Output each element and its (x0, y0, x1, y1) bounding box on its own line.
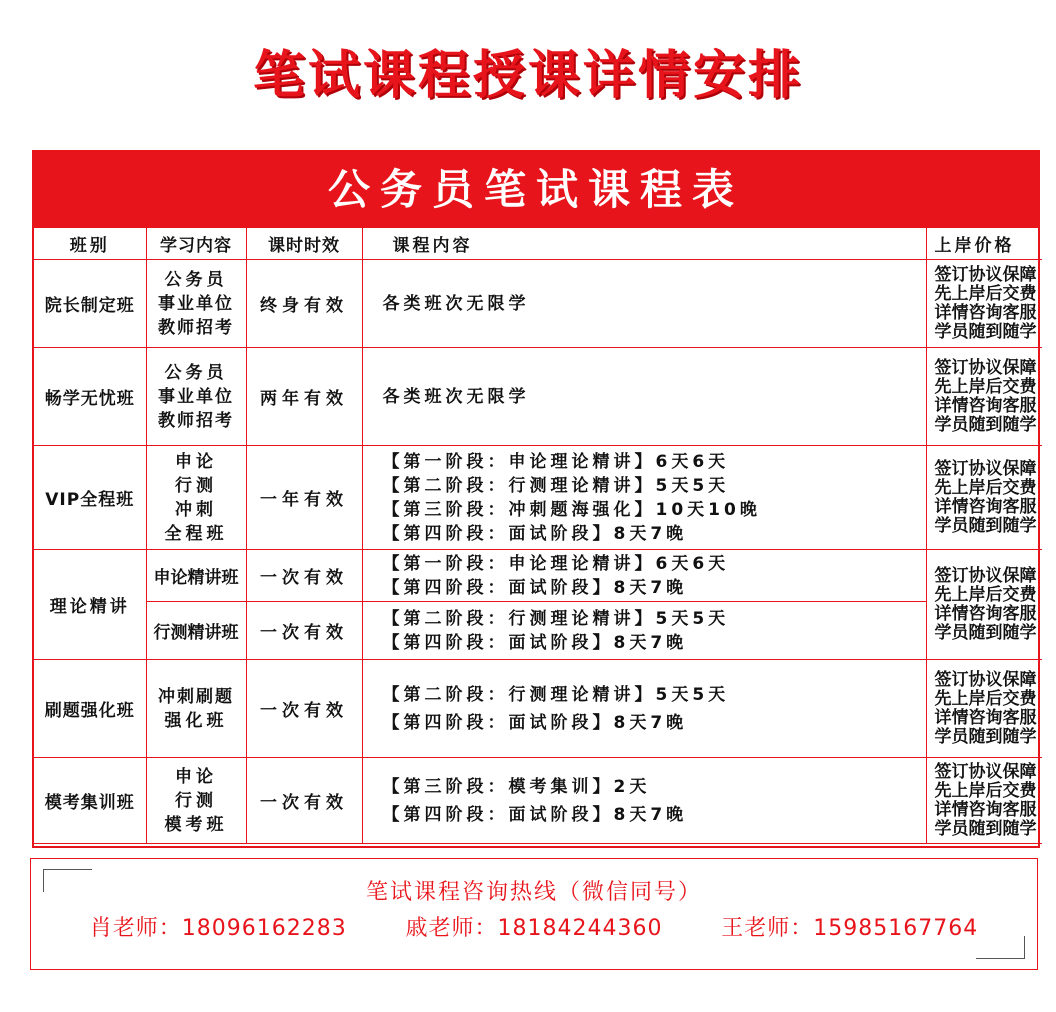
price-line: 学员随到随学 (934, 515, 1037, 536)
header-row (34, 228, 1042, 260)
study-line: 强化班 (164, 710, 228, 731)
course-schedule-table (32, 150, 1040, 848)
price-info (926, 660, 1042, 758)
study-content (146, 348, 246, 446)
contact-wang: 王老师：15985167764 (721, 916, 979, 941)
table-banner: 公务员笔试课程表 (34, 152, 1038, 228)
study-line: 申论 (175, 451, 217, 472)
study-line: 全程班 (164, 523, 228, 544)
class-name: 院长制定班 (34, 260, 146, 348)
price-line: 签订协议保障 (934, 565, 1037, 586)
class-name: 刷题强化班 (34, 660, 146, 758)
course-content (362, 602, 926, 660)
price-line: 详情咨询客服 (934, 302, 1037, 323)
price-line: 签订协议保障 (934, 761, 1037, 782)
price-line: 学员随到随学 (934, 321, 1037, 342)
stage-line: 【第四阶段：面试阶段】8天7晚 (382, 577, 688, 598)
price-line: 先上岸后交费 (934, 584, 1037, 605)
stage-line: 【第一阶段：申论理论精讲】6天6天 (382, 451, 730, 472)
stage-line: 【第二阶段：行测理论精讲】5天5天 (382, 475, 730, 496)
header-class: 班别 (34, 228, 146, 260)
study-line: 模考班 (164, 814, 228, 835)
contact-list (31, 911, 1037, 942)
validity: 一年有效 (246, 446, 362, 550)
price-line: 先上岸后交费 (934, 283, 1037, 304)
study-line: 教师招考 (158, 410, 234, 431)
class-name: 畅学无忧班 (34, 348, 146, 446)
stage-line: 【第三阶段：冲刺题海强化】10天10晚 (382, 499, 761, 520)
validity: 一次有效 (246, 550, 362, 602)
price-line: 签订协议保障 (934, 357, 1037, 378)
class-name: VIP全程班 (34, 446, 146, 550)
course-content (362, 446, 926, 550)
study-line: 教师招考 (158, 317, 234, 338)
study-content (146, 260, 246, 348)
study-line: 行测 (175, 475, 217, 496)
price-info (926, 260, 1042, 348)
contact-qi: 戚老师：18184244360 (405, 916, 663, 941)
price-line: 详情咨询客服 (934, 395, 1037, 416)
header-validity: 课时时效 (246, 228, 362, 260)
study-content (146, 660, 246, 758)
price-line: 详情咨询客服 (934, 603, 1037, 624)
hotline-title: 笔试课程咨询热线（微信同号） (365, 880, 702, 905)
course-content: 各类班次无限学 (362, 348, 926, 446)
study-line: 公务员 (164, 269, 228, 290)
stage-line: 【第四阶段：面试阶段】8天7晚 (382, 804, 688, 825)
price-info (926, 550, 1042, 660)
price-line: 学员随到随学 (934, 726, 1037, 747)
study-content (146, 758, 246, 844)
validity: 一次有效 (246, 758, 362, 844)
hotline-box (30, 858, 1038, 970)
course-content (362, 550, 926, 602)
study-line: 事业单位 (158, 293, 234, 314)
validity: 一次有效 (246, 602, 362, 660)
stage-line: 【第四阶段：面试阶段】8天7晚 (382, 712, 688, 733)
price-line: 先上岸后交费 (934, 477, 1037, 498)
price-line: 先上岸后交费 (934, 780, 1037, 801)
stage-line: 【第一阶段：申论理论精讲】6天6天 (382, 553, 730, 574)
price-info (926, 758, 1042, 844)
header-price: 上岸价格 (926, 228, 1042, 260)
stage-line: 【第四阶段：面试阶段】8天7晚 (382, 523, 688, 544)
table-row (34, 260, 1042, 348)
course-content (362, 660, 926, 758)
price-line: 签订协议保障 (934, 264, 1037, 285)
price-info (926, 446, 1042, 550)
price-line: 详情咨询客服 (934, 799, 1037, 820)
study-content: 行测精讲班 (146, 602, 246, 660)
study-line: 冲刺 (175, 499, 217, 520)
price-line: 签订协议保障 (934, 669, 1037, 690)
price-line: 详情咨询客服 (934, 496, 1037, 517)
validity: 两年有效 (246, 348, 362, 446)
table-row (34, 660, 1042, 758)
price-line: 先上岸后交费 (934, 376, 1037, 397)
contact-xiao: 肖老师：18096162283 (89, 916, 347, 941)
class-name: 模考集训班 (34, 758, 146, 844)
study-line: 事业单位 (158, 386, 234, 407)
price-info (926, 348, 1042, 446)
header-study: 学习内容 (146, 228, 246, 260)
stage-line: 【第二阶段：行测理论精讲】5天5天 (382, 608, 730, 629)
table-row (34, 446, 1042, 550)
validity: 终身有效 (246, 260, 362, 348)
stage-line: 【第三阶段：模考集训】2天 (382, 776, 651, 797)
price-line: 详情咨询客服 (934, 707, 1037, 728)
class-name: 理论精讲 (34, 550, 146, 660)
table-row (34, 348, 1042, 446)
price-line: 学员随到随学 (934, 414, 1037, 435)
price-line: 学员随到随学 (934, 818, 1037, 839)
stage-line: 【第二阶段：行测理论精讲】5天5天 (382, 684, 730, 705)
table-row (34, 550, 1042, 602)
header-content: 课程内容 (362, 228, 926, 260)
course-content (362, 758, 926, 844)
study-line: 行测 (175, 790, 217, 811)
course-grid (34, 228, 1042, 844)
study-line: 公务员 (164, 362, 228, 383)
page-title: 笔试课程授课详情安排 (252, 46, 803, 106)
price-line: 签订协议保障 (934, 458, 1037, 479)
course-content: 各类班次无限学 (362, 260, 926, 348)
price-line: 学员随到随学 (934, 622, 1037, 643)
price-line: 先上岸后交费 (934, 688, 1037, 709)
study-line: 申论 (175, 766, 217, 787)
study-content (146, 446, 246, 550)
study-line: 冲刺刷题 (158, 686, 234, 707)
table-row (34, 602, 1042, 660)
table-row (34, 758, 1042, 844)
validity: 一次有效 (246, 660, 362, 758)
stage-line: 【第四阶段：面试阶段】8天7晚 (382, 632, 688, 653)
study-content: 申论精讲班 (146, 550, 246, 602)
